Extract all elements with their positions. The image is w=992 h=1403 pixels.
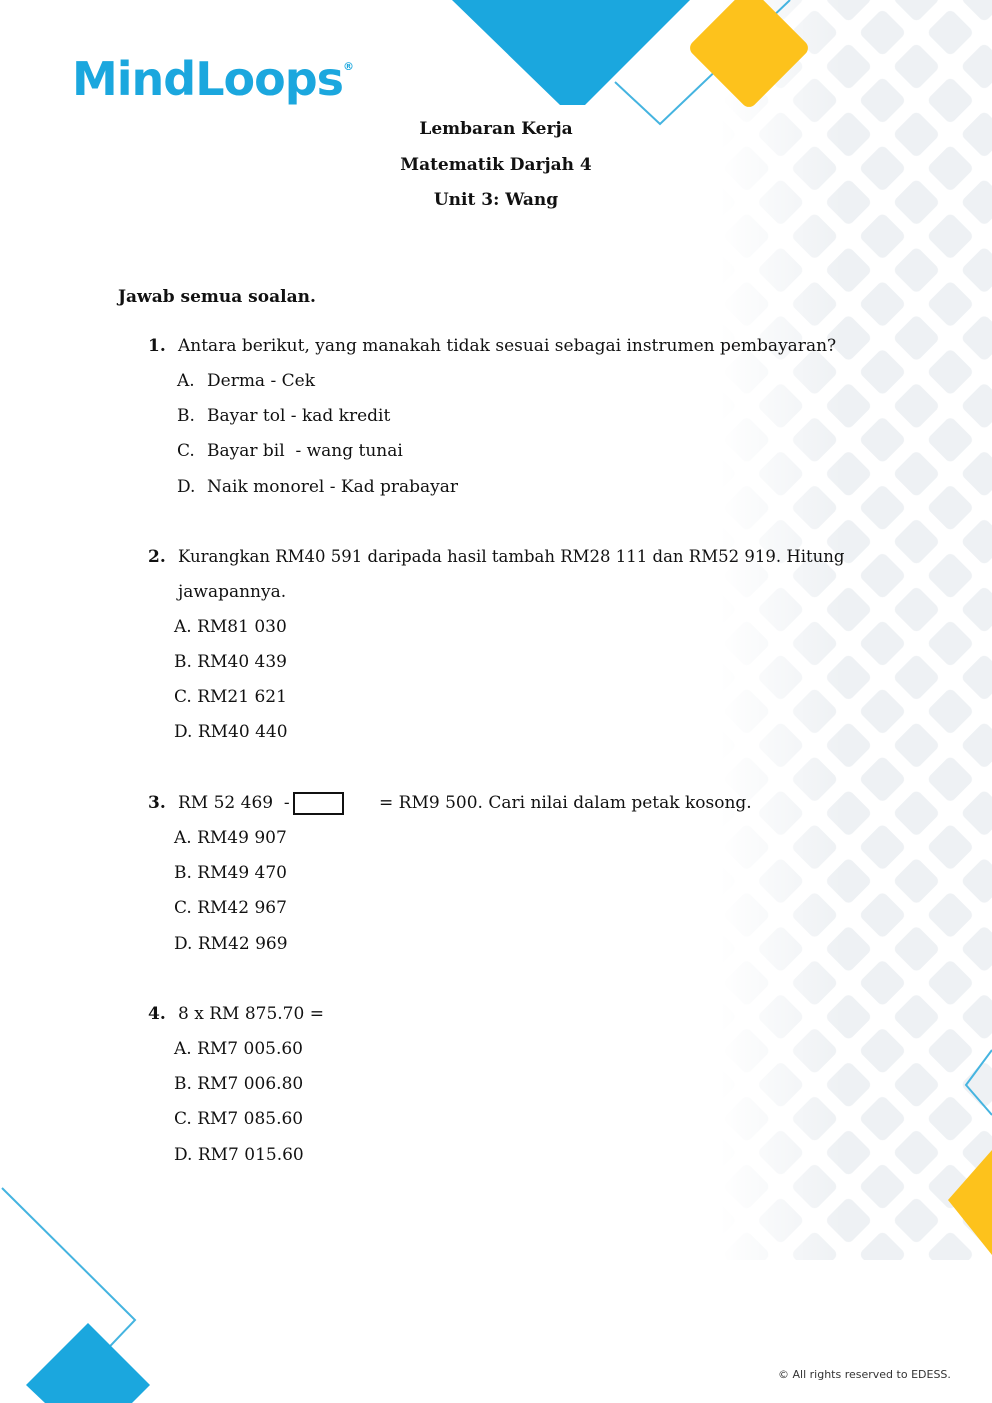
- mindloops-logo: [72, 52, 353, 106]
- logo-text: MindLoops: [72, 52, 344, 106]
- option: A. RM7 005.60: [174, 1039, 303, 1059]
- option-text: Bayar bil - wang tunai: [207, 441, 403, 461]
- copyright-footer: © All rights reserved to EDESS.: [778, 1368, 951, 1381]
- option-letter: B.: [177, 406, 195, 426]
- option: C. RM42 967: [174, 898, 287, 918]
- worksheet-title: Lembaran Kerja: [419, 119, 573, 139]
- option: A. RM49 907: [174, 828, 287, 848]
- question-text-before: RM 52 469 -: [178, 793, 290, 813]
- option: C. RM21 621: [174, 687, 287, 707]
- option-letter: C.: [177, 441, 195, 461]
- blank-answer-box: [293, 792, 344, 815]
- blue-shape-top: [452, 0, 690, 105]
- option-text: Bayar tol - kad kredit: [207, 406, 391, 426]
- question-text: 8 x RM 875.70 =: [178, 1004, 324, 1024]
- instruction: Jawab semua soalan.: [118, 287, 316, 307]
- option-letter: D.: [177, 477, 196, 497]
- option: B. RM49 470: [174, 863, 287, 883]
- option: C. RM7 085.60: [174, 1109, 304, 1129]
- question-number: 1.: [148, 336, 166, 356]
- question-number: 4.: [148, 1004, 166, 1024]
- option-text: Naik monorel - Kad prabayar: [207, 477, 459, 497]
- unit-title: Unit 3: Wang: [433, 190, 559, 210]
- blue-diamond-bottom: [26, 1323, 150, 1403]
- question-number: 2.: [148, 547, 166, 567]
- question-text-continued: jawapannya.: [178, 582, 287, 602]
- option: B. RM40 439: [174, 652, 287, 672]
- registered-mark: ®: [343, 60, 354, 73]
- option: B. RM7 006.80: [174, 1074, 304, 1094]
- subject-title: Matematik Darjah 4: [400, 155, 592, 175]
- question-text: Antara berikut, yang manakah tidak sesuai sebagai instrumen pembayaran?: [178, 336, 837, 356]
- question-number: 3.: [148, 793, 166, 813]
- question-text: Kurangkan RM40 591 daripada hasil tambah RM28 111 dan RM52 919. Hitung: [178, 547, 845, 566]
- option: D. RM7 015.60: [174, 1145, 304, 1165]
- option: A. RM81 030: [174, 617, 287, 637]
- question-text-after: = RM9 500. Cari nilai dalam petak kosong.: [379, 793, 752, 813]
- option: D. RM40 440: [174, 722, 288, 742]
- outline-shape-bottom: [2, 1188, 135, 1362]
- option: D. RM42 969: [174, 934, 288, 954]
- option-letter: A.: [177, 371, 195, 391]
- option-text: Derma - Cek: [207, 371, 315, 391]
